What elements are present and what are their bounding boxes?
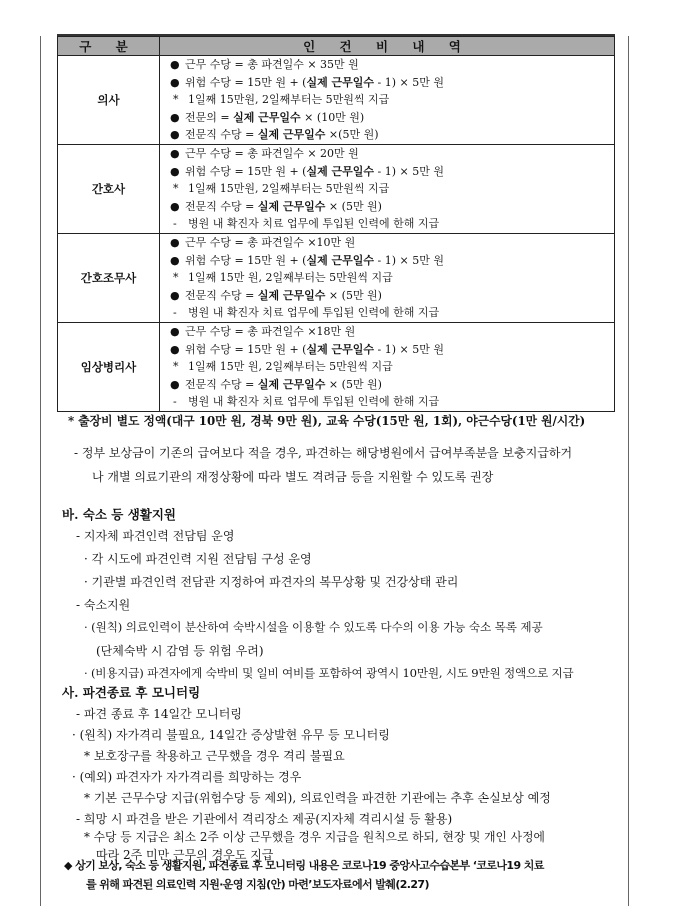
pay-table [57,36,615,412]
page-right-border [628,36,629,906]
allowance-text: 근무 수당 = 총 파견일수 ×18만 원 [185,324,356,338]
bullet-marker: ● [170,58,180,71]
living-line: - 지자체 파견인력 전담팀 운영 [76,529,235,543]
allowance-line [170,56,614,74]
note-marker: - [173,217,177,231]
table-row [58,322,615,411]
working-days-term: 실제 근무일수 [306,75,375,89]
allowance-text: 병원 내 확진자 치료 업무에 투입된 인력에 한해 지급 [188,306,440,320]
allowance-text: 위험 수당 = 15만 원 + ( [185,164,307,178]
items-cell [160,233,615,322]
pay-table-header [58,37,615,56]
allowance-text: 전문직 수당 = [185,288,258,302]
allowance-line [170,269,614,287]
header-category: 구 분 [58,37,160,56]
allowance-text-tail: × (5만 원) [325,288,382,302]
allowance-line [170,163,614,181]
bullet-marker: ● [170,377,180,391]
allowance-text-tail: - 1) × 5만 원 [374,342,445,356]
working-days-term: 실제 근무일수 [257,377,326,391]
source-notice-line-2: 를 위해 파견된 의료인력 지원·운영 지침(안) 마련’보도자료에서 발췌(2.27) [86,878,429,891]
working-days-term: 실제 근무일수 [306,253,375,267]
allowance-text: 1일째 15만 원, 2일째부터는 5만원씩 지급 [188,360,393,374]
section-title-monitoring: 사. 파견종료 후 모니터링 [62,685,201,700]
note-marker: - [173,395,177,409]
allowance-line [170,341,614,359]
allowance-line [170,180,614,198]
allowance-text: 1일째 15만원, 2일째부터는 5만원씩 지급 [188,93,390,107]
allowance-line [170,109,614,127]
allowance-text: 전문직 수당 = [185,128,258,142]
allowance-footnote: * 출장비 별도 정액(대구 10만 원, 경북 9만 원), 교육 수당(15만 원, 1회), 야근수당(1만 원/시간) [68,414,586,428]
monitoring-line: * 수당 등 지급은 최소 2주 이상 근무했을 경우 지급을 원칙으로 하되, 현장 및 개인 사정에 [84,830,545,844]
pay-table-body [58,56,615,412]
allowance-text: 근무 수당 = 총 파견일수 ×10만 원 [185,235,356,249]
items-cell [160,144,615,233]
allowance-line [170,358,614,376]
note-marker: * [173,271,179,285]
living-line: · 각 시도에 파견인력 지원 전담팀 구성 운영 [84,552,312,566]
allowance-text: 위험 수당 = 15만 원 + ( [185,75,307,89]
allowance-text: 병원 내 확진자 치료 업무에 투입된 인력에 한해 지급 [188,395,440,409]
allowance-line [170,252,614,270]
working-days-term: 실제 근무일수 [257,199,326,213]
allowance-text: 1일째 15만 원, 2일째부터는 5만원씩 지급 [188,271,393,285]
bullet-marker: ● [170,164,180,178]
allowance-text: 전문의 = [185,110,234,124]
bullet-marker: ● [170,342,180,356]
allowance-line [170,304,614,322]
bullet-marker: ● [170,324,180,338]
allowance-text-tail: × (5만 원) [325,377,382,391]
bullet-marker: ● [170,110,180,124]
living-line: (단체숙박 시 감염 등 위험 우려) [96,644,264,658]
bullet-marker: ● [170,128,180,142]
working-days-term: 실제 근무일수 [233,110,301,124]
section-title-living-support: 바. 숙소 등 생활지원 [62,507,177,522]
allowance-text-tail: - 1) × 5만 원 [374,253,445,267]
role-cell: 간호조무사 [58,233,160,322]
note-marker: * [173,182,179,196]
table-row [58,56,615,145]
working-days-term: 실제 근무일수 [306,164,375,178]
monitoring-line: * 기본 근무수당 지급(위험수당 등 제외), 의료인력을 파견한 기관에는 추후 손실보상 예정 [84,791,551,805]
compensation-line-1: - 정부 보상금이 기존의 급여보다 적을 경우, 파견하는 해당병원에서 급여부족분을 보충지급하거 [74,446,573,460]
allowance-line [170,74,614,92]
allowance-line [170,91,614,109]
allowance-line [170,145,614,163]
bullet-marker: ● [170,75,180,89]
working-days-term: 실제 근무일수 [306,342,375,356]
note-marker: * [173,93,179,107]
allowance-line [170,215,614,233]
allowance-text-tail: - 1) × 5만 원 [374,164,445,178]
table-row [58,144,615,233]
living-line: · (비용지급) 파견자에게 숙박비 및 일비 여비를 포함하여 광역시 10만원, 시도 9만원 정액으로 지급 [84,666,574,680]
bullet-marker: ● [170,288,180,302]
living-line: · (원칙) 의료인력이 분산하여 숙박시설을 이용할 수 있도록 다수의 이용 가능 숙소 목록 제공 [84,620,543,634]
bullet-marker: ● [170,146,180,160]
header-labor-cost: 인 건 비 내 역 [160,37,615,56]
monitoring-line: 따라 2주 미만 근무의 경우도 지급 [96,848,274,862]
allowance-text: 전문직 수당 = [185,199,258,213]
note-marker: - [173,306,177,320]
allowance-text-tail: ×(5만 원) [325,128,379,142]
allowance-line [170,234,614,252]
compensation-line-2: 나 개별 의료기관의 재정상황에 따라 별도 격려금 등을 지원할 수 있도록 권장 [92,470,494,484]
role-cell: 의사 [58,56,160,145]
table-row [58,233,615,322]
allowance-text: 위험 수당 = 15만 원 + ( [185,342,307,356]
working-days-term: 실제 근무일수 [257,288,326,302]
monitoring-line: - 희망 시 파견을 받은 기관에서 격리장소 제공(지자체 격리시설 등 활용) [76,812,453,826]
allowance-text: 근무 수당 = 총 파견일수 × 20만 원 [185,146,359,160]
role-cell: 임상병리사 [58,322,160,411]
allowance-line [170,198,614,216]
source-notice-line-1: ◆ 상기 보상, 숙소 등 생활지원, 파견종료 후 모니터링 내용은 코로나19 중앙사고수습본부 ‘코로나19 치료 [64,859,544,872]
monitoring-line: · (원칙) 자가격리 불필요, 14일간 증상발현 유무 등 모니터링 [72,728,390,742]
working-days-term: 실제 근무일수 [257,128,326,142]
allowance-line [170,393,614,411]
note-marker: * [173,360,179,374]
allowance-text-tail: × (10만 원) [300,110,365,124]
allowance-text-tail: - 1) × 5만 원 [374,75,445,89]
allowance-text: 위험 수당 = 15만 원 + ( [185,253,307,267]
monitoring-line: - 파견 종료 후 14일간 모니터링 [76,707,242,721]
monitoring-line: · (예외) 파견자가 자가격리를 희망하는 경우 [72,770,302,784]
bullet-marker: ● [170,199,180,213]
bullet-marker: ● [170,253,180,267]
allowance-line [170,376,614,394]
allowance-line [170,287,614,305]
role-cell: 간호사 [58,144,160,233]
living-line: · 기관별 파견인력 전담관 지정하여 파견자의 복무상황 및 건강상태 관리 [84,575,459,589]
allowance-text: 병원 내 확진자 치료 업무에 투입된 인력에 한해 지급 [188,217,440,231]
items-cell [160,322,615,411]
items-cell [160,56,615,145]
allowance-text: 근무 수당 = 총 파견일수 × 35만 원 [185,58,359,71]
allowance-text-tail: × (5만 원) [325,199,382,213]
monitoring-line: * 보호장구를 착용하고 근무했을 경우 격리 불필요 [84,749,345,763]
page-left-border [40,36,41,906]
allowance-line [170,323,614,341]
allowance-text: 1일째 15만원, 2일째부터는 5만원씩 지급 [188,182,390,196]
allowance-line [170,126,614,144]
bullet-marker: ● [170,235,180,249]
allowance-text: 전문직 수당 = [185,377,258,391]
living-line: - 숙소지원 [76,598,131,612]
